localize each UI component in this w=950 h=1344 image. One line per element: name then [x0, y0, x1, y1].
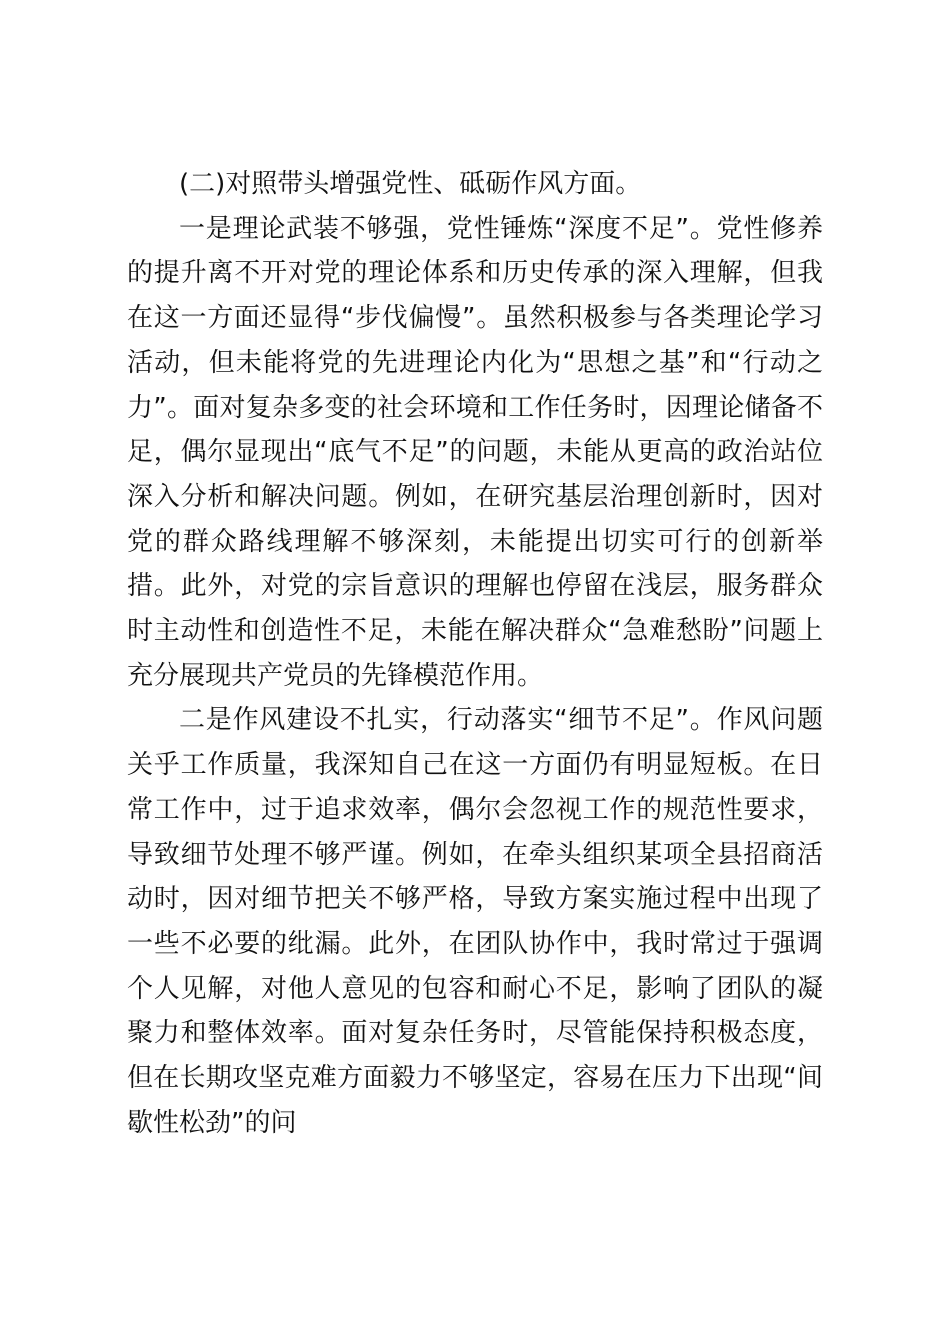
document-body — [127, 162, 823, 1145]
section-heading: (二)对照带头增强党性、砥砺作风方面。 — [179, 169, 642, 199]
paragraph-theory: 一是理论武装不够强，党性锤炼“深度不足”。党性修养的提升离不开对党的理论体系和历史传承的深入理解，但我在这一方面还显得“步伐偏慢”。虽然积极参与各类理论学习活动，但未能将党的先进理论内化为“思想之基”和“行动之力”。面对复杂多变的社会环境和工作任务时，因理论储备不足，偶尔显现出“底气不足”的问题，未能从更高的政治站位深入分析和解决问题。例如，在研究基层治理创新时，因对党的群众路线理解不够深刻，未能提出切实可行的创新举措。此外，对党的宗旨意识的理解也停留在浅层，服务群众时主动性和创造性不足，未能在解决群众“急难愁盼”问题上充分展现共产党员的先锋模范作用。 — [127, 213, 823, 691]
paragraph-work-style: 二是作风建设不扎实，行动落实“细节不足”。作风问题关乎工作质量，我深知自己在这一方面仍有明显短板。在日常工作中，过于追求效率，偶尔会忽视工作的规范性要求，导致细节处理不够严谨。例如，在牵头组织某项全县招商活动时，因对细节把关不够严格，导致方案实施过程中出现了一些不必要的纰漏。此外，在团队协作中，我时常过于强调个人见解，对他人意见的包容和耐心不足，影响了团队的凝聚力和整体效率。面对复杂任务时，尽管能保持积极态度，但在长期攻坚克难方面毅力不够坚定，容易在压力下出现“间歇性松劲”的问 — [127, 705, 823, 1138]
